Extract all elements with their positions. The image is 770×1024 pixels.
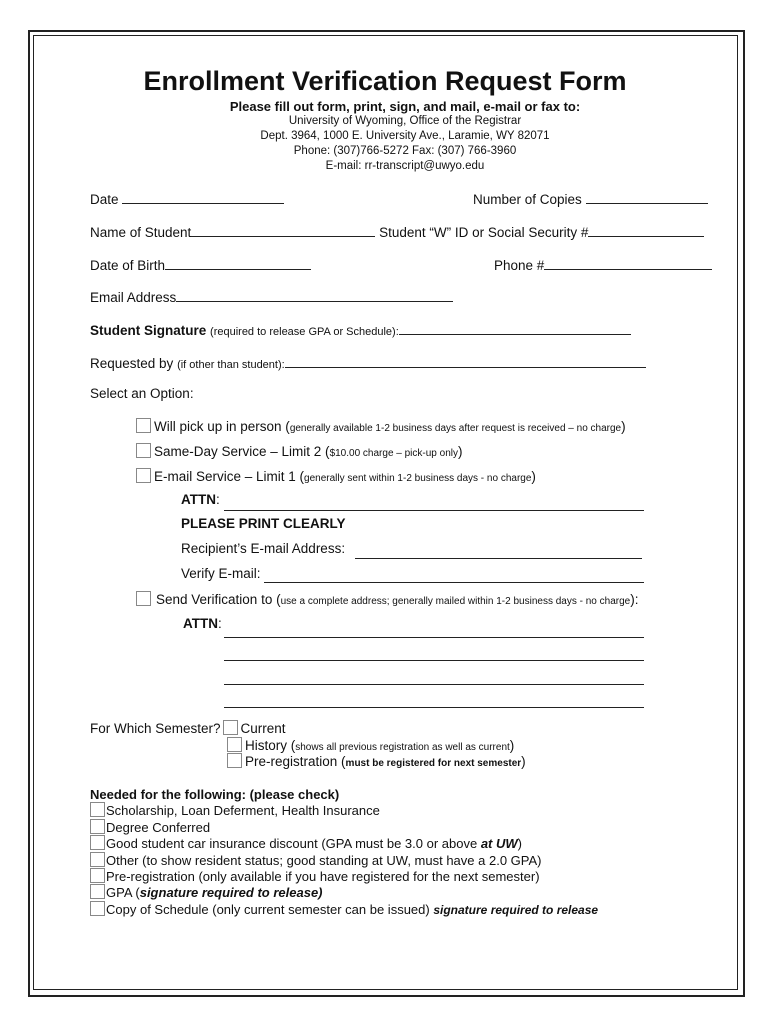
current-checkbox[interactable] [223,720,238,735]
address-line-4: E-mail: rr-transcript@uwyo.edu [325,160,485,172]
gpa-label: GPA ( [106,885,140,900]
address-line-input-2[interactable] [224,660,644,661]
scholarship-label: Scholarship, Loan Deferment, Health Insurance [106,803,380,818]
student-id-label: Student “W” ID or Social Security # [379,225,589,240]
select-option-heading: Select an Option: [90,386,194,401]
email-service-end: ) [531,469,536,484]
schedule-label: Copy of Schedule (only current semester can be issued) [106,902,434,917]
history-note: shows all previous registration as well as current [295,742,510,753]
email-service-note: generally sent within 1-2 business days - no charge [304,473,532,484]
attn2-field: ATTN: [183,616,222,631]
schedule-signature-note: signature required to release [433,903,599,917]
degree-checkbox[interactable] [90,819,105,834]
email-service-checkbox[interactable] [136,468,151,483]
attn-input-line[interactable] [224,510,644,511]
scholarship-checkbox[interactable] [90,802,105,817]
requested-by-label: Requested by [90,356,174,371]
other-label: Other (to show resident status; good standing at UW, must have a 2.0 GPA) [106,853,542,868]
attn-field: ATTN: [181,492,220,507]
semester-row-history [227,737,514,753]
dob-input-line[interactable] [165,255,311,270]
needed-heading: Needed for the following: (please check) [90,787,340,802]
date-label: Date [90,192,119,207]
requested-by-input-line[interactable] [285,353,646,368]
address-line-input-4[interactable] [224,707,644,708]
recipient-email-label: Recipient’s E-mail Address: [181,541,346,556]
copies-input-line[interactable] [586,189,708,204]
sameday-note: $10.00 charge – pick-up only [329,448,458,459]
gpa-signature-note: signature required to release) [139,885,323,900]
history-checkbox[interactable] [227,737,242,752]
prereg-label: Pre-registration (only available if you have registered for the next semester) [106,869,540,884]
address-line-1: University of Wyoming, Office of the Registrar [288,115,522,127]
needed-scholarship [90,802,380,818]
prereg-semester-note: must be registered for next semester [345,758,522,769]
option-email-service [136,468,536,484]
requested-by-field [90,353,646,371]
student-id-input-line[interactable] [588,222,704,237]
requested-by-note: (if other than student): [177,359,285,371]
pickup-checkbox[interactable] [136,418,151,433]
semester-row-current [90,720,286,736]
needed-car-insurance [90,835,522,851]
student-name-field [90,222,704,240]
prereg-semester-checkbox[interactable] [227,753,242,768]
pickup-end: ) [621,419,626,434]
needed-prereg [90,868,540,884]
address-line-2: Dept. 3964, 1000 E. University Ave., Laramie, WY 82071 [260,130,550,142]
sameday-end: ) [457,444,463,459]
phone-field [494,255,712,273]
student-name-label: Name of Student [90,225,192,240]
needed-gpa [90,884,323,900]
car-insurance-label: Good student car insurance discount (GPA must be 3.0 or above [106,836,481,851]
student-name-input-line[interactable] [191,222,375,237]
current-label: Current [240,721,286,736]
email-field [90,287,453,305]
pickup-note: generally available 1-2 business days after request is received – no charge [289,423,622,434]
address-line-input-3[interactable] [224,684,644,685]
form-subtitle: Please fill out form, print, sign, and mail, e-mail or fax to: [229,99,581,114]
other-checkbox[interactable] [90,852,105,867]
email-label: Email Address [90,290,177,305]
email-service-label: E-mail Service – Limit 1 ( [154,469,305,484]
signature-note: (required to release GPA or Schedule): [210,326,399,338]
phone-input-line[interactable] [544,255,712,270]
send-verification-end: ): [630,592,639,607]
signature-label: Student Signature [90,323,207,338]
attn2-label: ATTN [183,616,218,631]
address-line-3: Phone: (307)766-5272 Fax: (307) 766-3960 [293,145,517,157]
dob-field [90,255,311,273]
option-sameday [136,443,462,459]
needed-schedule [90,901,598,917]
attn-label: ATTN [181,492,216,507]
email-input-line[interactable] [176,287,453,302]
semester-question: For Which Semester? [90,721,221,736]
copies-label: Number of Copies [473,192,582,207]
phone-label: Phone # [494,258,545,273]
prereg-semester-label: Pre-registration ( [245,754,346,769]
sameday-checkbox[interactable] [136,443,151,458]
option-send-verification [136,591,638,607]
copies-field [473,189,708,207]
dob-label: Date of Birth [90,258,166,273]
date-field [90,189,284,207]
date-input-line[interactable] [122,189,284,204]
pickup-label: Will pick up in person ( [154,419,290,434]
form-title: Enrollment Verification Request Form [143,66,627,96]
signature-input-line[interactable] [399,320,631,335]
recipient-email-input-line[interactable] [355,558,642,559]
send-verification-label: Send Verification to ( [156,592,281,607]
car-insurance-end: ) [517,836,522,851]
history-end: ) [509,738,515,753]
prereg-semester-end: ) [521,754,526,769]
verify-email-input-line[interactable] [264,582,644,583]
prereg-checkbox[interactable] [90,868,105,883]
sameday-label: Same-Day Service – Limit 2 ( [154,444,330,459]
car-insurance-at-uw: at UW [480,836,518,851]
signature-field [90,320,631,338]
send-verification-checkbox[interactable] [136,591,151,606]
print-clearly-label: PLEASE PRINT CLEARLY [181,516,346,531]
option-pickup [136,418,626,434]
history-label: History ( [245,738,296,753]
verify-email-label: Verify E-mail: [181,566,261,581]
degree-label: Degree Conferred [106,820,211,835]
send-verification-note: use a complete address; generally mailed within 1-2 business days - no charge [280,596,631,607]
gpa-checkbox[interactable] [90,884,105,899]
needed-other [90,852,541,868]
schedule-checkbox[interactable] [90,901,105,916]
semester-row-prereg [227,753,526,769]
needed-degree [90,819,210,835]
car-insurance-checkbox[interactable] [90,835,105,850]
address-line-input-1[interactable] [224,637,644,638]
